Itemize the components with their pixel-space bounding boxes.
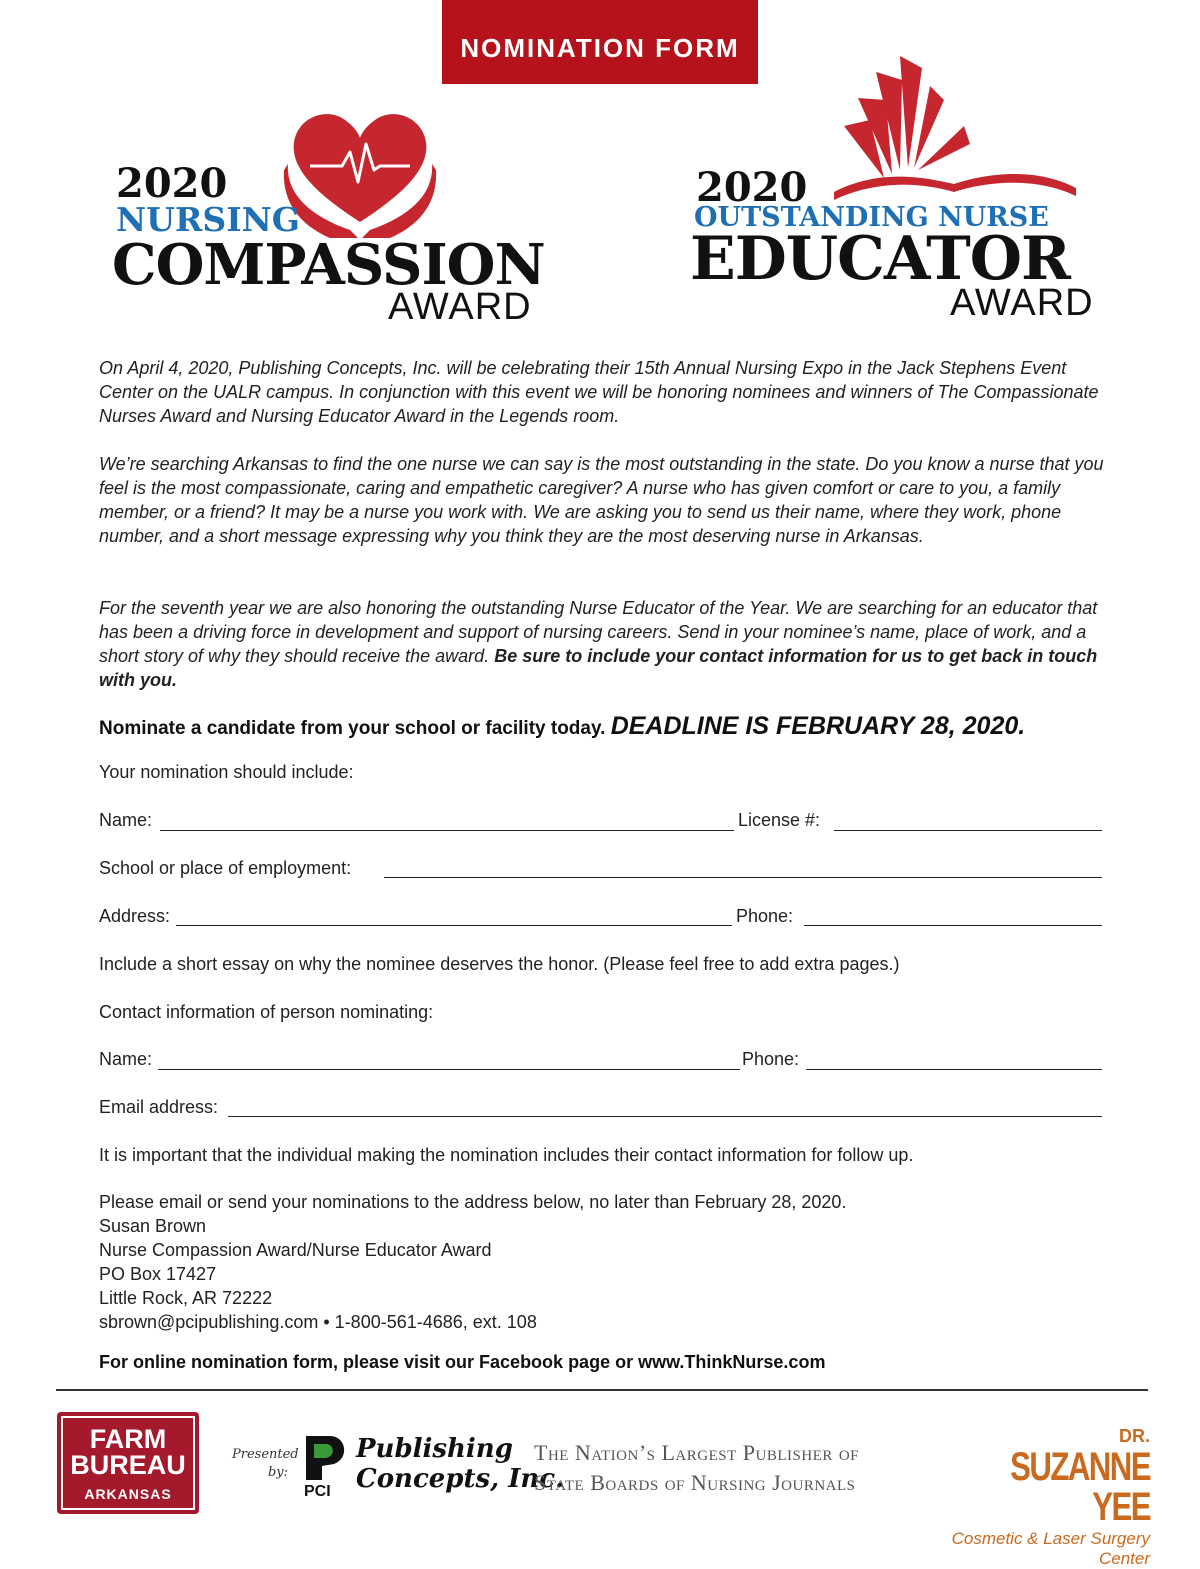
mailing-contact: sbrown@pcipublishing.com • 1-800-561-4686, ext. 108	[99, 1312, 537, 1332]
mailing-instruction: Please email or send your nominations to the address below, no later than February 28, 2020.	[99, 1192, 847, 1212]
intro-paragraph-3-text: For the seventh year we are also honoring the outstanding Nurse Educator of the Year. We are searching for an educator that has been a driving force in development and support of nursing careers. Send in your nominee’s name, place of work, and a short story of why they should receive the award.	[99, 598, 1098, 666]
mailing-org: Nurse Compassion Award/Nurse Educator Award	[99, 1240, 492, 1260]
address-field[interactable]	[176, 925, 732, 926]
intro-paragraph-3-bold: Be sure to include your contact information for us to get back in touch with you.	[99, 646, 1098, 690]
pci-mark-text: PCI	[304, 1483, 331, 1500]
essay-instruction: Include a short essay on why the nominee deserves the honor. (Please feel free to add extra pages.)	[99, 954, 900, 974]
mailing-po-box: PO Box 17427	[99, 1264, 217, 1284]
compassion-year: 2020	[116, 160, 228, 207]
farm-bureau-line-2: BUREAU	[70, 1450, 186, 1480]
email-label: Email address:	[99, 1097, 219, 1117]
nation-line-2: State Boards of Nursing Journals	[534, 1470, 856, 1495]
license-label: License #:	[738, 810, 821, 830]
address-label: Address:	[99, 906, 171, 926]
school-label: School or place of employment:	[99, 858, 352, 878]
nominator-name-field[interactable]	[158, 1069, 740, 1070]
compassion-nursing-word: NURSING	[116, 200, 300, 239]
nominee-name-label: Name:	[99, 810, 153, 830]
footer-divider	[56, 1389, 1148, 1391]
nominee-phone-label: Phone:	[736, 906, 794, 926]
intro-paragraph-2: We’re searching Arkansas to find the one nurse we can say is the most outstanding in the state. Do you know a nurse that you feel is the most compassionate, caring and empathetic caregiver? A nurse who has given comfort or care to you, a family member, or a friend? It may be a nurse you work with. We are asking you to send us their name, where they work, phone number, and a short message expressing why you think they are the most deserving nurse in Arkansas.	[99, 454, 1104, 546]
nominator-name-label: Name:	[99, 1049, 153, 1069]
yee-dr: DR.	[1119, 1426, 1150, 1446]
nominate-text: Nominate a candidate from your school or facility today.	[99, 718, 611, 739]
important-note: It is important that the individual making the nomination includes their contact information for follow up.	[99, 1145, 914, 1165]
license-field[interactable]	[834, 830, 1102, 831]
school-field[interactable]	[384, 877, 1102, 878]
presented-by-label: Presented by:	[232, 1447, 299, 1480]
nations-largest-publisher	[534, 1438, 859, 1498]
deadline-text: DEADLINE IS FEBRUARY 28, 2020.	[610, 712, 1026, 740]
pci-name-line-1: Publishing	[356, 1434, 513, 1464]
open-book-icon	[814, 56, 1084, 206]
nation-line-1: The Nation’s Largest Publisher of	[534, 1440, 860, 1465]
educator-year: 2020	[696, 164, 808, 211]
educator-award-word: AWARD	[950, 282, 1094, 324]
heart-hands-icon	[280, 104, 440, 240]
yee-name: SUZANNE YEE	[1010, 1445, 1150, 1529]
farm-bureau-line-3: ARKANSAS	[84, 1486, 172, 1502]
mailing-name: Susan Brown	[99, 1216, 207, 1236]
email-field[interactable]	[228, 1116, 1102, 1117]
nominator-phone-label: Phone:	[742, 1049, 800, 1069]
educator-title: EDUCATOR	[690, 224, 1070, 294]
publishing-concepts-name	[356, 1434, 564, 1494]
nominee-phone-field[interactable]	[804, 925, 1102, 926]
compassion-title: COMPASSION	[112, 232, 545, 298]
farm-bureau-line-1: FARM	[89, 1424, 167, 1454]
yee-subtitle: Cosmetic & Laser Surgery Center	[951, 1529, 1150, 1568]
nominator-phone-field[interactable]	[806, 1069, 1102, 1070]
pci-logo-icon	[300, 1432, 352, 1498]
intro-paragraph-1: On April 4, 2020, Publishing Concepts, Inc. will be celebrating their 15th Annual Nursing Expo in the Jack Stephens Event Center on the UALR campus. In conjunction with this event we will be honoring nominees and winners of The Compassionate Nurses Award and Nursing Educator Award in the Legends room.	[99, 358, 1099, 426]
nomination-include-label: Your nomination should include:	[99, 762, 354, 782]
mailing-city: Little Rock, AR 72222	[99, 1288, 273, 1308]
online-form-note: For online nomination form, please visit our Facebook page or www.ThinkNurse.com	[99, 1352, 826, 1372]
educator-outstanding-nurse: OUTSTANDING NURSE	[694, 202, 1049, 233]
pci-name-line-2: Concepts, Inc.	[356, 1464, 565, 1494]
farm-bureau-logo	[57, 1412, 199, 1514]
nominee-name-field[interactable]	[160, 830, 734, 831]
intro-paragraph-3	[99, 596, 1104, 692]
educator-award-logo	[690, 56, 1110, 326]
contact-info-label: Contact information of person nominating:	[99, 1002, 434, 1022]
compassion-award-word: AWARD	[388, 286, 532, 328]
suzanne-yee-logo	[926, 1426, 1150, 1569]
compassion-award-logo	[112, 100, 552, 330]
nomination-form-banner: NOMINATION FORM	[442, 0, 758, 84]
mailing-address-block	[99, 1190, 846, 1334]
nominate-callout	[99, 712, 1109, 741]
